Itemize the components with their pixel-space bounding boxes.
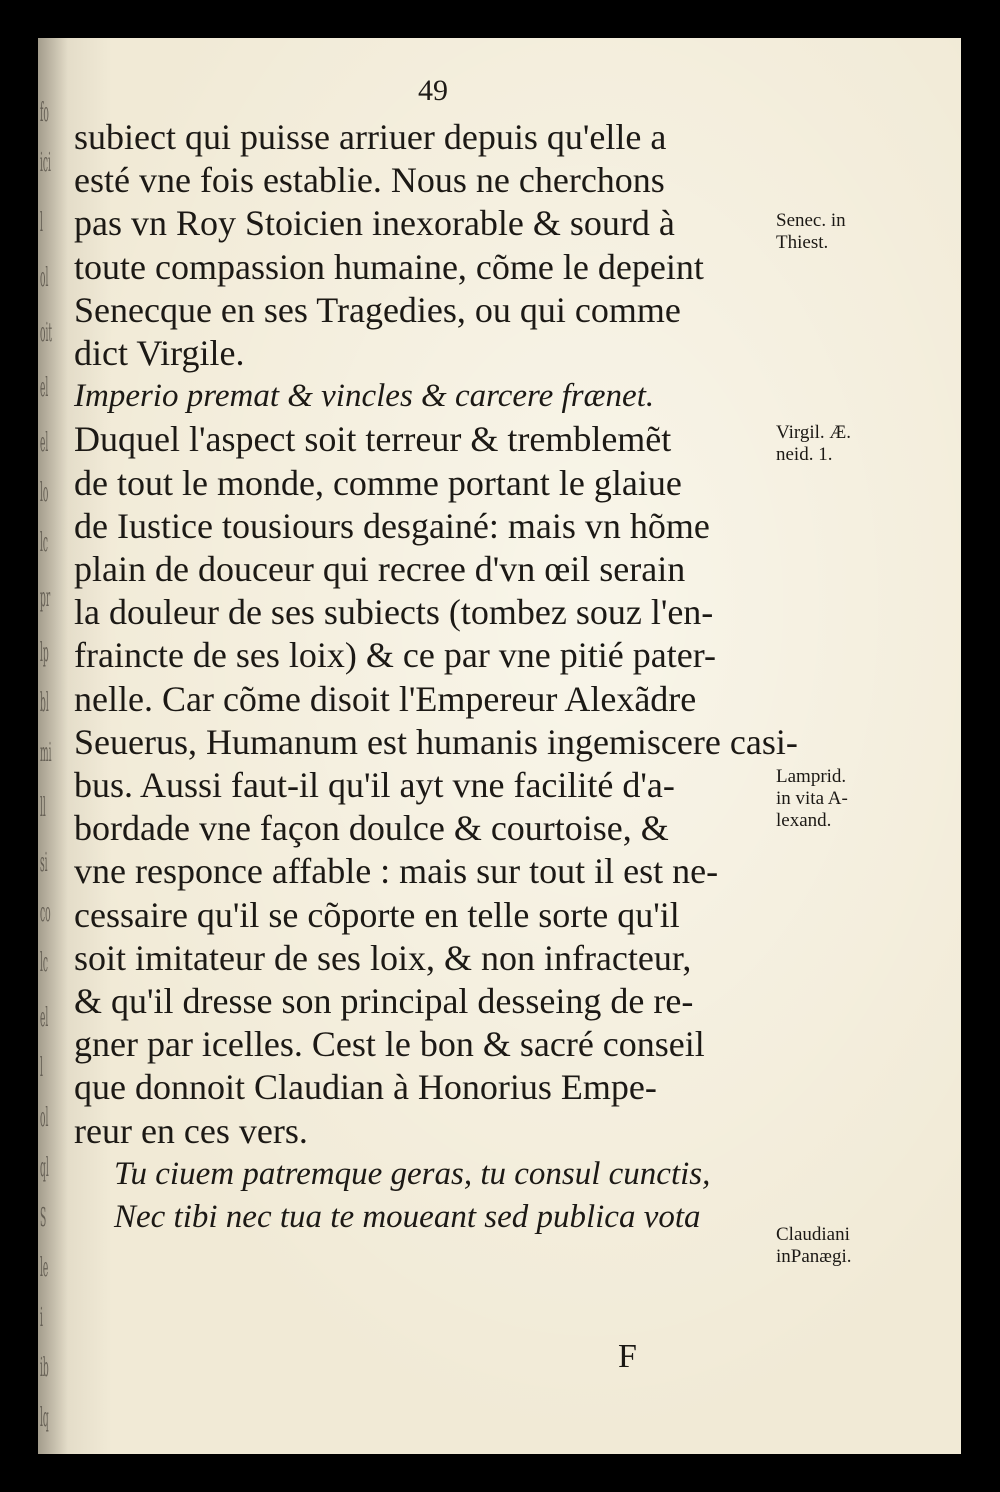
note-line: Thiest. (776, 232, 829, 253)
book-page (38, 38, 961, 1454)
note-line: Virgil. Æ. (776, 422, 852, 443)
bleed-fragment: ib (40, 1353, 49, 1383)
text-line: bus. Aussi faut-il qu'il ayt vne facilité d'a- (74, 765, 675, 806)
body-text (74, 116, 804, 1239)
latin-verse-line: Tu ciuem patremque geras, tu consul cunctis, (114, 1155, 711, 1192)
bleed-fragment: le (40, 1253, 49, 1283)
bleed-fragment: bl (40, 688, 49, 718)
bleed-fragment: lc (40, 948, 49, 978)
adjacent-page-bleed (38, 38, 68, 1454)
bleed-fragment: ol (40, 263, 49, 293)
bleed-fragment: ici (40, 148, 51, 178)
marginal-note-virgil (776, 422, 851, 466)
note-line: neid. 1. (776, 444, 833, 465)
text-line: de tout le monde, comme portant le glaiue (74, 462, 682, 503)
text-line: pas vn Roy Stoicien inexorable & sourd à (74, 203, 675, 244)
bleed-fragment: lc (40, 528, 49, 558)
bleed-fragment: el (40, 428, 49, 458)
text-line: subiect qui puisse arriuer depuis qu'elle a (74, 117, 667, 157)
note-line: in vita A- (776, 788, 848, 809)
latin-quote-line: Imperio premat & vincles & carcere frænet. (74, 378, 655, 415)
text-line: de Iustice tousiours desgainé: mais vn hõme (74, 505, 710, 546)
signature-mark: F (618, 1338, 637, 1375)
text-line: vne responce affable : mais sur tout il est ne- (74, 851, 719, 892)
bleed-fragment: ol (40, 1103, 49, 1133)
bleed-fragment: i (40, 1303, 43, 1333)
page-number: 49 (418, 74, 448, 107)
text-line: Seuerus, Humanum est humanis ingemiscere casi- (74, 721, 798, 762)
bleed-fragment: l (40, 208, 43, 238)
bleed-fragment: lp (40, 638, 49, 668)
bleed-fragment: pr (40, 583, 51, 613)
text-line: la douleur de ses subiects (tombez souz l'en- (74, 592, 714, 633)
text-line: Duquel l'aspect soit terreur & tremblemẽt (74, 419, 672, 460)
bleed-fragment: si (40, 848, 48, 878)
text-line: Senecque en ses Tragedies, ou qui comme (74, 289, 681, 330)
bleed-fragment: ql (40, 1153, 49, 1183)
bleed-fragment: co (40, 898, 51, 928)
text-line: toute compassion humaine, cõme le depeint (74, 246, 704, 287)
text-line: soit imitateur de ses loix, & non infracteur, (74, 937, 692, 978)
text-line: nelle. Car cõme disoit l'Empereur Alexãdre (74, 678, 697, 719)
note-line: inPanægi. (776, 1246, 852, 1267)
bleed-fragment: fo (40, 98, 49, 128)
note-line: Senec. in (776, 210, 846, 231)
marginal-note-lampridius (776, 766, 848, 832)
text-line: reur en ces vers. (74, 1110, 308, 1151)
bleed-fragment: S (40, 1203, 47, 1233)
text-line: plain de douceur qui recree d'vn œil serain (74, 549, 686, 590)
bleed-fragment: el (40, 373, 49, 403)
note-line: lexand. (776, 810, 832, 831)
text-line: dict Virgile. (74, 333, 245, 374)
bleed-fragment: mi (40, 738, 52, 768)
marginal-note-seneca (776, 210, 846, 254)
text-line: cessaire qu'il se cõporte en telle sorte qu'il (74, 894, 680, 935)
note-line: Claudiani (776, 1224, 850, 1245)
bleed-fragment: el (40, 1003, 49, 1033)
bleed-fragment: lo (40, 478, 49, 508)
text-line: & qu'il dresse son principal desseing de re- (74, 981, 694, 1022)
bleed-fragment: lq (40, 1403, 49, 1433)
text-line: esté vne fois establie. Nous ne cherchons (74, 160, 665, 201)
latin-verse-line: Nec tibi nec tua te moueant sed publica vota (114, 1199, 701, 1236)
text-line: que donnoit Claudian à Honorius Empe- (74, 1067, 657, 1108)
text-line: gner par icelles. Cest le bon & sacré conseil (74, 1024, 705, 1065)
note-line: Lamprid. (776, 766, 847, 787)
bleed-fragment: ll (40, 793, 46, 823)
text-line: bordade vne façon doulce & courtoise, & (74, 808, 669, 849)
text-line: fraincte de ses loix) & ce par vne pitié pater- (74, 635, 716, 676)
bleed-fragment: oit (40, 318, 53, 348)
marginal-note-claudian (776, 1224, 851, 1268)
bleed-fragment: l (40, 1053, 43, 1083)
